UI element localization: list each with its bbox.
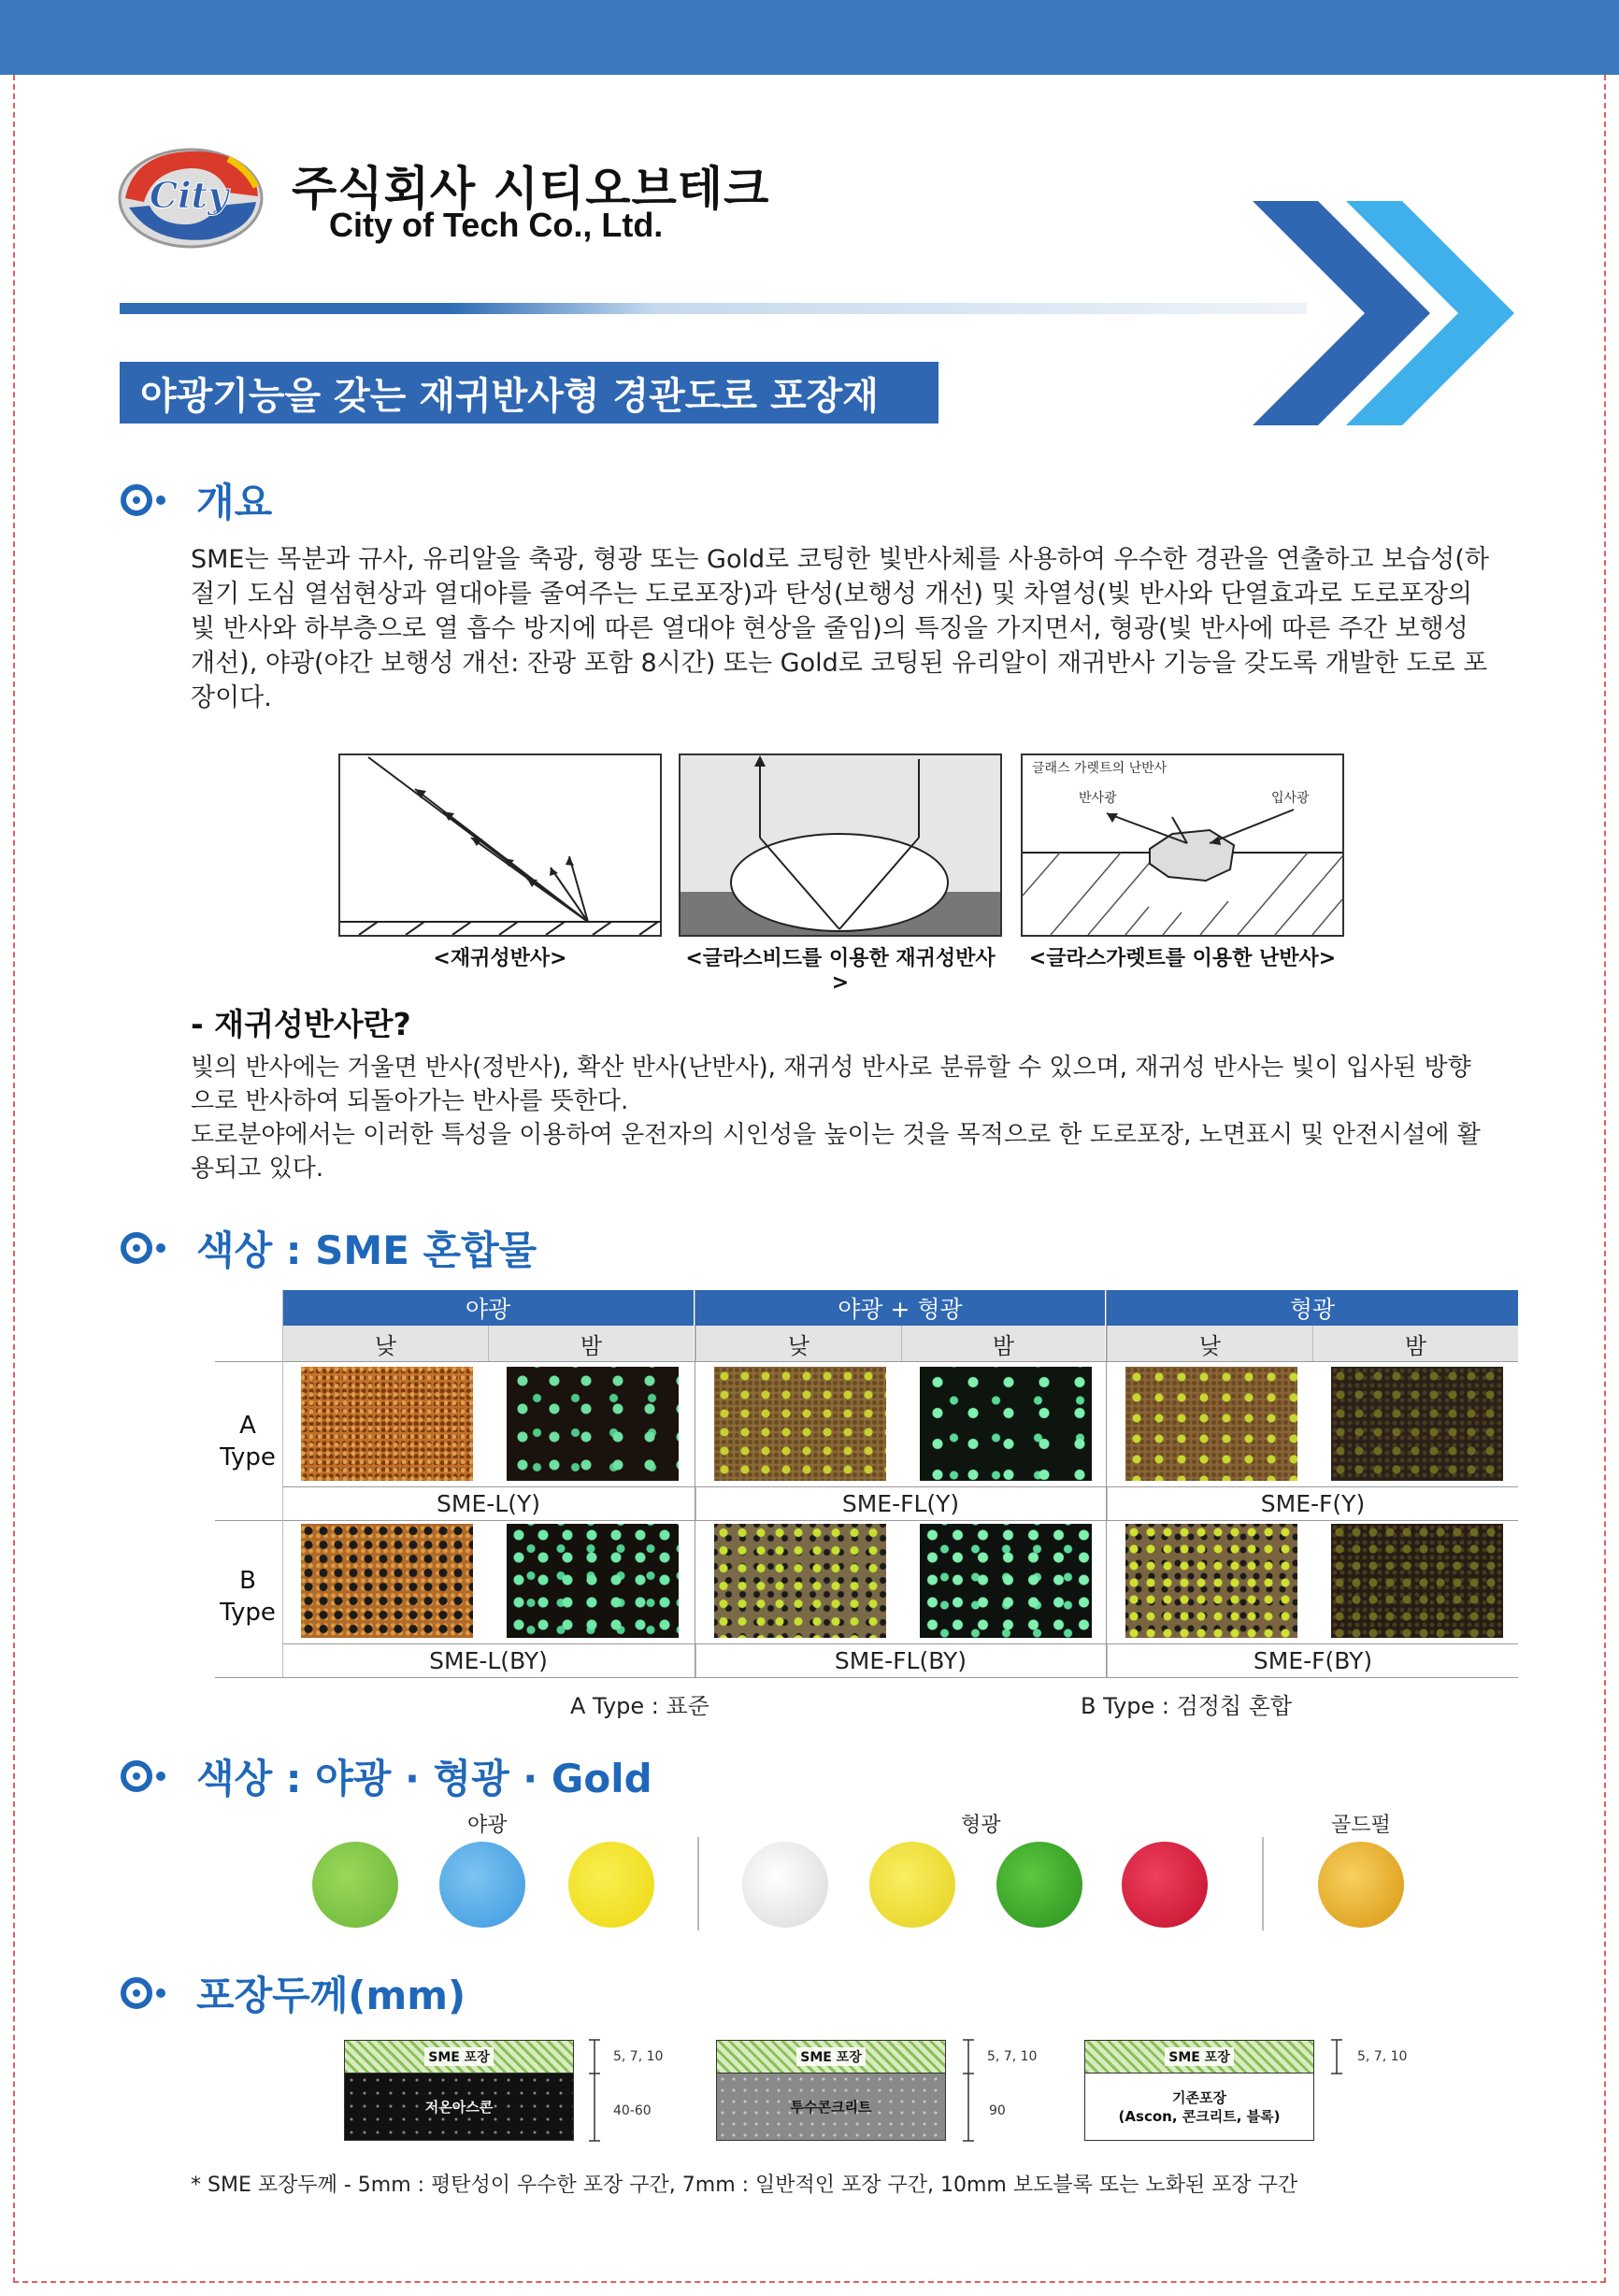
gold-pearl-label: 골드펄 bbox=[1331, 1814, 1391, 1837]
retroreflection-text-1: 빛의 반사에는 거울면 반사(정반사), 확산 반사(난반사), 재귀성 반사로 분류할 수 있으며, 재귀성 반사는 빛이 입사된 방향으로 반사하여 되돌아가는 반사를 뜻한다. bbox=[191, 1054, 1471, 1115]
product-sme-fl-y: SME-FL(Y) bbox=[695, 1486, 1105, 1520]
swatch-sme-f-y-night bbox=[1331, 1367, 1503, 1481]
overview-heading bbox=[120, 472, 272, 528]
table-rule bbox=[215, 1677, 1518, 1678]
retroreflection-diagram bbox=[338, 753, 662, 937]
header-divider bbox=[120, 303, 1307, 314]
table-rule bbox=[1106, 1290, 1107, 1677]
product-sme-fl-by: SME-FL(BY) bbox=[695, 1643, 1105, 1677]
row-label-b-type: B Type bbox=[220, 1567, 276, 1627]
color-swatch-fluor-white bbox=[742, 1842, 828, 1928]
b-type-note: B Type : 검정칩 혼합 bbox=[1081, 1693, 1293, 1719]
swatch-sme-fl-by-night bbox=[920, 1524, 1092, 1638]
swatch-sme-l-y-night bbox=[507, 1367, 679, 1481]
retroreflection-heading: - 재귀성반사란? bbox=[191, 1006, 411, 1042]
table-rule bbox=[215, 1520, 1518, 1521]
product-sme-l-by: SME-L(BY) bbox=[282, 1643, 694, 1677]
color-group-divider bbox=[1262, 1837, 1264, 1930]
mixture-table bbox=[215, 1290, 1518, 1681]
dimension-marker-icon bbox=[963, 2034, 974, 2146]
group-header-glow: 야광 bbox=[282, 1290, 694, 1326]
overview-text: SME는 목분과 규사, 유리알을 축광, 형광 또는 Gold로 코팅한 빛반사체를 사용하여 우수한 경관을 연출하고 보습성(하절기 도심 열섬현상과 열대야를 줄여주는 도로포장)과 탄성(보행성 개선) 및 차열성(빛 반사와 단열효과로 도로포장의 빛 반사와 하부층으로 열 흡수 방지에 따른 열대야 현상을 줄임)의 특징을 가지면서, 형광(빛 반사에 따른 주간 보행성 개선), 야광(야간 보행성 개선: 잔광 포함 8시간) 또는 Gold로 코팅된 유리알이 재귀반사 기능을 갖도록 개발한 도로 포장이다. bbox=[191, 545, 1489, 712]
base-thickness-value: 90 bbox=[989, 2103, 1006, 2118]
sub-header-day: 낮 bbox=[282, 1326, 488, 1361]
table-rule bbox=[282, 1290, 283, 1677]
sub-header-night: 밤 bbox=[488, 1326, 694, 1361]
sme-layer: SME 포장 bbox=[344, 2040, 574, 2074]
base-thickness-value: 40-60 bbox=[613, 2103, 652, 2118]
color-swatch-glow-yellow bbox=[568, 1842, 654, 1928]
thickness-section-asphalt bbox=[344, 2040, 574, 2141]
sub-header-day: 낮 bbox=[695, 1326, 901, 1361]
section-bullet-icon bbox=[120, 481, 185, 519]
mixture-heading-text: 색상 : SME 혼합물 bbox=[196, 1227, 537, 1273]
sme-layer: SME 포장 bbox=[1084, 2040, 1314, 2074]
group-header-glow-fluor: 야광 + 형광 bbox=[695, 1290, 1105, 1326]
svg-text:City: City bbox=[149, 174, 229, 216]
glass-cullet-diagram bbox=[1021, 753, 1344, 937]
table-rule bbox=[282, 1486, 1518, 1487]
dimension-marker-icon bbox=[589, 2034, 600, 2146]
row-label-a-type: A Type bbox=[220, 1412, 276, 1471]
base-layer: 투수콘크리트 bbox=[716, 2074, 946, 2141]
glow-label: 야광 bbox=[467, 1814, 508, 1837]
company-logo bbox=[116, 140, 265, 252]
group-header-fluor: 형광 bbox=[1107, 1290, 1518, 1326]
product-sme-f-by: SME-F(BY) bbox=[1107, 1643, 1518, 1677]
swatch-sme-l-by-night bbox=[507, 1524, 679, 1638]
diagram-caption-1: <재귀성반사> bbox=[433, 947, 567, 970]
color-swatch-fluor-green bbox=[996, 1842, 1082, 1928]
swatch-sme-fl-y-night bbox=[920, 1367, 1092, 1481]
thickness-section-permeable-concrete bbox=[716, 2040, 946, 2141]
svg-text:반사광: 반사광 bbox=[1079, 791, 1117, 806]
overview-heading-text: 개요 bbox=[196, 480, 273, 525]
page-title: 야광기능을 갖는 재귀반사형 경관도로 포장재 bbox=[140, 374, 879, 418]
swatch-sme-f-by-day bbox=[1125, 1524, 1297, 1638]
thickness-heading bbox=[120, 1965, 466, 2021]
diagram-caption-3: <글라스가렛트를 이용한 난반사> bbox=[1028, 947, 1337, 970]
retroreflection-text-2: 도로분야에서는 이러한 특성을 이용하여 운전자의 시인성을 높이는 것을 목적으로 한 도로포장, 노면표시 및 안전시설에 활용되고 있다. bbox=[191, 1121, 1481, 1183]
fluorescent-label: 형광 bbox=[961, 1814, 1001, 1837]
color-swatch-fluor-yellow bbox=[869, 1842, 955, 1928]
base-layer: 저온아스콘 bbox=[344, 2074, 574, 2141]
section-bullet-icon bbox=[120, 1974, 185, 2012]
sub-header-night: 밤 bbox=[1312, 1326, 1518, 1361]
sub-header-day: 낮 bbox=[1107, 1326, 1312, 1361]
title-banner bbox=[120, 362, 938, 423]
top-banner bbox=[0, 0, 1619, 75]
a-type-note: A Type : 표준 bbox=[570, 1693, 709, 1719]
glass-bead-diagram bbox=[679, 753, 1002, 937]
top-thickness-value: 5, 7, 10 bbox=[987, 2049, 1038, 2064]
color-swatch-glow-green bbox=[312, 1842, 398, 1928]
color-swatch-gold-pearl bbox=[1318, 1842, 1404, 1928]
section-bullet-icon bbox=[120, 1758, 185, 1795]
chevron-arrows-icon bbox=[1253, 182, 1514, 444]
thickness-heading-text: 포장두께(mm) bbox=[196, 1973, 466, 2018]
base-layer: 기존포장 (Ascon, 콘크리트, 블록) bbox=[1084, 2074, 1314, 2141]
color-swatch-glow-blue bbox=[439, 1842, 525, 1928]
company-name-english: City of Tech Co., Ltd. bbox=[329, 206, 664, 244]
colors-heading bbox=[120, 1748, 652, 1804]
table-rule bbox=[282, 1643, 1518, 1644]
swatch-sme-fl-by-day bbox=[714, 1524, 886, 1638]
swatch-sme-fl-y-day bbox=[714, 1367, 886, 1481]
mixture-heading bbox=[120, 1220, 537, 1276]
product-sme-l-y: SME-L(Y) bbox=[282, 1486, 694, 1520]
diagram-caption-2: <글라스비드를 이용한 재귀성반사> bbox=[685, 947, 996, 995]
dimension-marker-icon bbox=[1331, 2038, 1342, 2075]
colors-heading-text: 색상 : 야광 · 형광 · Gold bbox=[196, 1756, 652, 1801]
swatch-sme-f-y-day bbox=[1125, 1367, 1297, 1481]
sme-layer: SME 포장 bbox=[716, 2040, 946, 2074]
swatch-sme-l-by-day bbox=[301, 1524, 473, 1638]
company-name-korean: 주식회사 시티오브테크 bbox=[292, 162, 770, 216]
color-group-divider bbox=[697, 1837, 699, 1930]
table-rule bbox=[215, 1361, 1518, 1362]
top-thickness-value: 5, 7, 10 bbox=[613, 2049, 664, 2064]
product-sme-f-y: SME-F(Y) bbox=[1107, 1486, 1518, 1520]
color-swatch-fluor-red bbox=[1122, 1842, 1208, 1928]
svg-text:입사광: 입사광 bbox=[1271, 791, 1310, 806]
swatch-sme-f-by-night bbox=[1331, 1524, 1503, 1638]
section-bullet-icon bbox=[120, 1229, 185, 1267]
thickness-footnote: * SME 포장두께 - 5mm : 평탄성이 우수한 포장 구간, 7mm : 일반적인 포장 구간, 10mm 보도블록 또는 노화된 포장 구간 bbox=[191, 2174, 1298, 2197]
top-thickness-value: 5, 7, 10 bbox=[1357, 2049, 1408, 2064]
thickness-section-existing-pavement bbox=[1084, 2040, 1314, 2141]
svg-text:글래스 가렛트의 난반사: 글래스 가렛트의 난반사 bbox=[1032, 761, 1168, 776]
sub-header-night: 밤 bbox=[901, 1326, 1105, 1361]
swatch-sme-l-y-day bbox=[301, 1367, 473, 1481]
